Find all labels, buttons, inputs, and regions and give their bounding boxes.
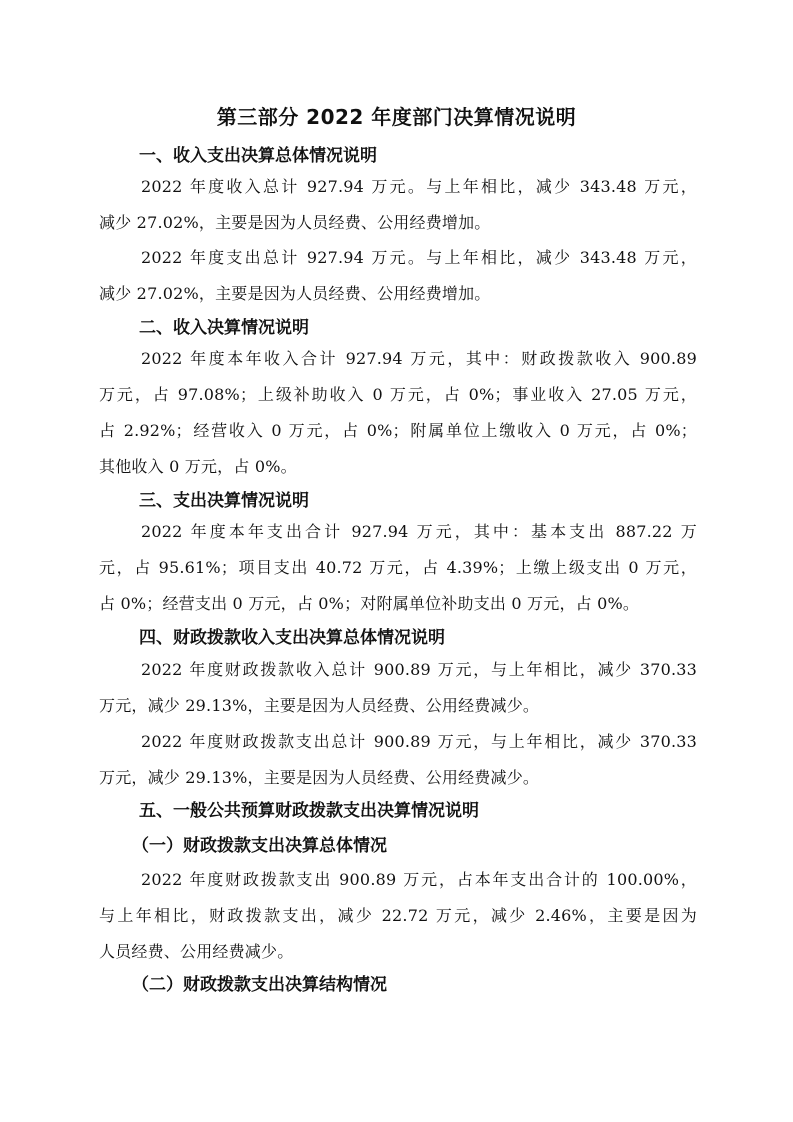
paragraph-fiscal-expenditure bbox=[99, 724, 697, 796]
paragraph-line: 其他收入 0 万元，占 0%。 bbox=[99, 457, 297, 476]
section-heading-income: 二、收入决算情况说明 bbox=[139, 318, 309, 338]
paragraph-line: 与上年相比，财政拨款支出，减少 22.72 万元，减少 2.46%，主要是因为 bbox=[99, 906, 697, 925]
paragraph-line: 2022 年度财政拨款支出总计 900.89 万元，与上年相比，减少 370.33 bbox=[141, 732, 697, 751]
paragraph-expenditure-breakdown bbox=[99, 514, 697, 622]
paragraph-line: 2022 年度财政拨款支出 900.89 万元，占本年支出合计的 100.00%， bbox=[141, 870, 697, 889]
section-heading-expenditure: 三、支出决算情况说明 bbox=[139, 491, 309, 511]
paragraph-line: 2022 年度本年支出合计 927.94 万元，其中：基本支出 887.22 万 bbox=[141, 522, 697, 541]
paragraph-line: 2022 年度本年收入合计 927.94 万元，其中：财政拨款收入 900.89 bbox=[141, 349, 697, 368]
paragraph-total-expenditure bbox=[99, 240, 697, 312]
paragraph-line: 2022 年度支出总计 927.94 万元。与上年相比，减少 343.48 万元， bbox=[141, 248, 697, 267]
paragraph-line: 万元，减少 29.13%，主要是因为人员经费、公用经费减少。 bbox=[99, 768, 540, 787]
section-heading-general-budget: 五、一般公共预算财政拨款支出决算情况说明 bbox=[139, 801, 479, 821]
section-heading-fiscal-allocation: 四、财政拨款收入支出决算总体情况说明 bbox=[139, 628, 445, 648]
paragraph-line: 万元，减少 29.13%，主要是因为人员经费、公用经费减少。 bbox=[99, 696, 540, 715]
paragraph-line: 人员经费、公用经费减少。 bbox=[99, 942, 294, 961]
page-title: 第三部分 2022 年度部门决算情况说明 bbox=[216, 105, 577, 129]
subheading-structure: （二）财政拨款支出决算结构情况 bbox=[132, 975, 387, 995]
paragraph-fiscal-income bbox=[99, 652, 697, 724]
section-heading-overall: 一、收入支出决算总体情况说明 bbox=[139, 146, 377, 166]
paragraph-line: 减少 27.02%，主要是因为人员经费、公用经费增加。 bbox=[99, 213, 491, 232]
paragraph-line: 减少 27.02%，主要是因为人员经费、公用经费增加。 bbox=[99, 284, 491, 303]
paragraph-line: 占 2.92%；经营收入 0 万元，占 0%；附属单位上缴收入 0 万元，占 0%； bbox=[99, 421, 697, 440]
paragraph-general-budget-overall bbox=[99, 862, 697, 970]
paragraph-line: 2022 年度财政拨款收入总计 900.89 万元，与上年相比，减少 370.33 bbox=[141, 660, 697, 679]
subheading-overall: （一）财政拨款支出决算总体情况 bbox=[132, 836, 387, 856]
paragraph-line: 元，占 95.61%；项目支出 40.72 万元，占 4.39%；上缴上级支出 0 万元， bbox=[99, 558, 697, 577]
paragraph-line: 2022 年度收入总计 927.94 万元。与上年相比，减少 343.48 万元， bbox=[141, 177, 697, 196]
paragraph-line: 万元，占 97.08%；上级补助收入 0 万元，占 0%；事业收入 27.05 万元， bbox=[99, 385, 697, 404]
paragraph-line: 占 0%；经营支出 0 万元，占 0%；对附属单位补助支出 0 万元，占 0%。 bbox=[99, 594, 640, 613]
paragraph-income-breakdown bbox=[99, 341, 697, 485]
paragraph-total-income bbox=[99, 169, 697, 241]
